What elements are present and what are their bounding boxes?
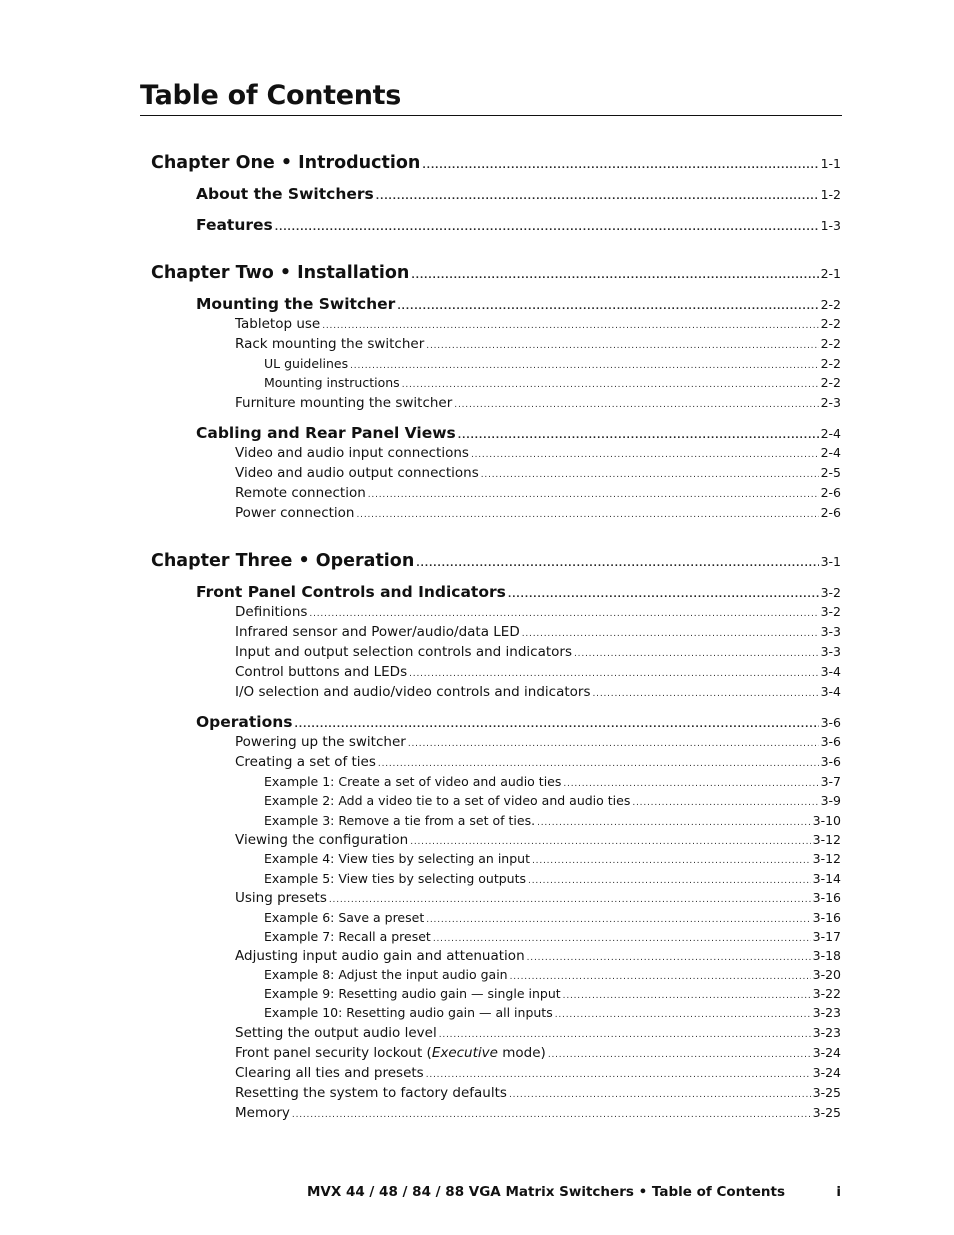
dot-leader bbox=[426, 915, 810, 925]
toc-entry-label: Furniture mounting the switcher bbox=[235, 395, 453, 411]
toc-entry-level-3[interactable] bbox=[235, 890, 841, 906]
footer-page-number: i bbox=[836, 1184, 841, 1200]
dot-leader bbox=[397, 302, 818, 312]
toc-entry-level-3[interactable] bbox=[235, 644, 841, 660]
toc-entry-page: 1-2 bbox=[820, 187, 841, 202]
toc-entry-level-4[interactable] bbox=[264, 356, 841, 371]
toc-entry-label: Power connection bbox=[235, 505, 355, 521]
dot-leader bbox=[322, 321, 818, 331]
toc-entry-level-4[interactable] bbox=[264, 793, 841, 808]
toc-entry-page: 3-24 bbox=[812, 1045, 841, 1060]
toc-entry-label: Example 9: Resetting audio gain — single input bbox=[264, 986, 561, 1001]
toc-entry-label: Tabletop use bbox=[235, 316, 321, 332]
toc-entry-page: 3-24 bbox=[812, 1065, 841, 1080]
toc-entry-page: 3-6 bbox=[820, 734, 841, 749]
toc-entry-page: 2-2 bbox=[820, 375, 841, 390]
toc-entry-label: Remote connection bbox=[235, 485, 366, 501]
toc-entry-page: 2-2 bbox=[820, 356, 841, 371]
toc-entry-page: 3-12 bbox=[812, 851, 841, 866]
toc-entry-page: 3-7 bbox=[820, 774, 841, 789]
toc-entry-level-3[interactable] bbox=[235, 604, 841, 620]
toc-entry-level-4[interactable] bbox=[264, 910, 841, 925]
toc-entry-label: Rack mounting the switcher bbox=[235, 336, 425, 352]
toc-entry-level-4[interactable] bbox=[264, 375, 841, 390]
toc-entry-page: 2-2 bbox=[820, 297, 841, 312]
toc-entry-level-4[interactable] bbox=[264, 851, 841, 866]
dot-leader bbox=[409, 669, 818, 679]
toc-entry-level-4[interactable] bbox=[264, 967, 841, 982]
toc-entry-level-3[interactable] bbox=[235, 1025, 841, 1041]
toc-entry-page: 2-2 bbox=[820, 336, 841, 351]
toc-entry-level-2[interactable] bbox=[196, 713, 841, 731]
dot-leader bbox=[416, 559, 818, 569]
toc-entry-level-3[interactable] bbox=[235, 316, 841, 332]
footer-title: MVX 44 / 48 / 84 / 88 VGA Matrix Switchers • Table of Contents bbox=[306, 1184, 785, 1200]
toc-entry-label: Operations bbox=[196, 713, 293, 731]
toc-entry-page: 3-3 bbox=[820, 644, 841, 659]
dot-leader bbox=[508, 590, 819, 600]
dot-leader bbox=[563, 991, 811, 1001]
dot-leader bbox=[275, 223, 819, 233]
toc-entry-level-2[interactable] bbox=[196, 216, 841, 234]
toc-entry-page: 3-25 bbox=[812, 1105, 841, 1120]
dot-leader bbox=[357, 510, 819, 520]
toc-entry-label: Example 10: Resetting audio gain — all inputs bbox=[264, 1005, 553, 1020]
toc-entry-label: Mounting instructions bbox=[264, 375, 400, 390]
dot-leader bbox=[527, 953, 811, 963]
toc-entry-label: Viewing the configuration bbox=[235, 832, 409, 848]
toc-entry-label: Memory bbox=[235, 1105, 290, 1121]
dot-leader bbox=[471, 450, 819, 460]
toc-entry-label: About the Switchers bbox=[196, 185, 374, 203]
toc-entry-level-3[interactable] bbox=[235, 445, 841, 461]
dot-leader bbox=[350, 361, 818, 371]
toc-entry-label: Definitions bbox=[235, 604, 308, 620]
toc-entry-level-2[interactable] bbox=[196, 583, 841, 601]
dot-leader bbox=[292, 1110, 811, 1120]
toc-entry-label: Video and audio input connections bbox=[235, 445, 469, 461]
toc-entry-page: 3-2 bbox=[820, 585, 841, 600]
toc-entry-level-3[interactable] bbox=[235, 505, 841, 521]
toc-entry-label: Example 7: Recall a preset bbox=[264, 929, 431, 944]
toc-entry-label: Example 3: Remove a tie from a set of ties. bbox=[264, 813, 536, 828]
toc-entry-page: 3-4 bbox=[820, 664, 841, 679]
toc-entry-label: Chapter One • Introduction bbox=[151, 153, 421, 173]
toc-entry-level-3[interactable] bbox=[235, 485, 841, 501]
toc-entry-page: 3-16 bbox=[812, 890, 841, 905]
dot-leader bbox=[454, 400, 818, 410]
toc-entry-level-4[interactable] bbox=[264, 774, 841, 789]
toc-entry-level-4[interactable] bbox=[264, 871, 841, 886]
dot-leader bbox=[422, 161, 818, 171]
toc-entry-page: 2-6 bbox=[820, 485, 841, 500]
toc-entry-label: Front panel security lockout (Executive mode) bbox=[235, 1045, 546, 1061]
dot-leader bbox=[593, 689, 819, 699]
dot-leader bbox=[439, 1030, 811, 1040]
toc-entry-level-2[interactable] bbox=[196, 295, 841, 313]
toc-entry-label: I/O selection and audio/video controls and indicators bbox=[235, 684, 591, 700]
toc-entry-page: 3-18 bbox=[812, 948, 841, 963]
toc-entry-label: Chapter Three • Operation bbox=[151, 551, 415, 571]
toc-entry-page: 1-1 bbox=[820, 156, 841, 171]
dot-leader bbox=[410, 837, 810, 847]
toc-entry-label: Using presets bbox=[235, 890, 327, 906]
dot-leader bbox=[426, 341, 818, 351]
toc-entry-page: 3-25 bbox=[812, 1085, 841, 1100]
dot-leader bbox=[408, 739, 819, 749]
toc-entry-level-3[interactable] bbox=[235, 1065, 841, 1081]
toc-entry-page: 2-1 bbox=[820, 266, 841, 281]
page-title: Table of Contents bbox=[140, 80, 402, 111]
toc-entry-label: Example 8: Adjust the input audio gain bbox=[264, 967, 508, 982]
toc-entry-label: Input and output selection controls and indicators bbox=[235, 644, 572, 660]
toc-entry-label: Resetting the system to factory defaults bbox=[235, 1085, 507, 1101]
toc-entry-level-3[interactable] bbox=[235, 1085, 841, 1101]
toc-entry-page: 3-10 bbox=[812, 813, 841, 828]
toc-entry-label: Example 4: View ties by selecting an input bbox=[264, 851, 530, 866]
dot-leader bbox=[574, 649, 819, 659]
toc-entry-label: Example 6: Save a preset bbox=[264, 910, 425, 925]
toc-entry-level-3[interactable] bbox=[235, 1105, 841, 1121]
toc-entry-page: 3-3 bbox=[820, 624, 841, 639]
toc-entry-label: Mounting the Switcher bbox=[196, 295, 396, 313]
toc-entry-label: Example 2: Add a video tie to a set of video and audio ties bbox=[264, 793, 631, 808]
dot-leader bbox=[563, 779, 818, 789]
toc-entry-label: Video and audio output connections bbox=[235, 465, 479, 481]
toc-entry-level-3[interactable] bbox=[235, 336, 841, 352]
dot-leader bbox=[458, 431, 819, 441]
dot-leader bbox=[309, 609, 818, 619]
toc-entry-label: Creating a set of ties bbox=[235, 754, 376, 770]
toc-entry-label: Cabling and Rear Panel Views bbox=[196, 424, 456, 442]
toc-entry-level-3[interactable] bbox=[235, 734, 841, 750]
dot-leader bbox=[295, 720, 819, 730]
toc-entry-page: 2-2 bbox=[820, 316, 841, 331]
toc-entry-page: 1-3 bbox=[820, 218, 841, 233]
toc-entry-page: 2-6 bbox=[820, 505, 841, 520]
toc-entry-page: 3-12 bbox=[812, 832, 841, 847]
toc-entry-level-3[interactable] bbox=[235, 832, 841, 848]
toc-entry-level-4[interactable] bbox=[264, 813, 841, 828]
toc-entry-level-2[interactable] bbox=[196, 185, 841, 203]
dot-leader bbox=[426, 1070, 811, 1080]
toc-entry-level-1[interactable] bbox=[151, 551, 841, 571]
toc-entry-level-3[interactable] bbox=[235, 624, 841, 640]
toc-entry-level-1[interactable] bbox=[151, 153, 841, 173]
toc-entry-label: Example 1: Create a set of video and audio ties bbox=[264, 774, 562, 789]
toc-entry-page: 3-4 bbox=[820, 684, 841, 699]
toc-entry-label: Setting the output audio level bbox=[235, 1025, 437, 1041]
toc-entry-label: Infrared sensor and Power/audio/data LED bbox=[235, 624, 520, 640]
toc-entry-label: Control buttons and LEDs bbox=[235, 664, 408, 680]
toc-entry-level-3[interactable] bbox=[235, 395, 841, 411]
toc-entry-level-3[interactable] bbox=[235, 1045, 841, 1061]
toc-entry-page: 2-4 bbox=[820, 426, 841, 441]
toc-entry-level-3[interactable] bbox=[235, 465, 841, 481]
toc-entry-page: 2-3 bbox=[820, 395, 841, 410]
toc-entry-page: 3-22 bbox=[812, 986, 841, 1001]
toc-entry-level-4[interactable] bbox=[264, 1005, 841, 1020]
toc-entry-page: 2-5 bbox=[820, 465, 841, 480]
toc-entry-page: 3-23 bbox=[812, 1005, 841, 1020]
toc-entry-level-3[interactable] bbox=[235, 664, 841, 680]
toc-entry-label: Powering up the switcher bbox=[235, 734, 406, 750]
dot-leader bbox=[376, 192, 819, 202]
toc-entry-label: Example 5: View ties by selecting outputs bbox=[264, 871, 527, 886]
dot-leader bbox=[528, 876, 811, 886]
toc-entry-label: Chapter Two • Installation bbox=[151, 263, 410, 283]
toc-entry-page: 3-17 bbox=[812, 929, 841, 944]
toc-entry-page: 3-16 bbox=[812, 910, 841, 925]
toc-entry-level-3[interactable] bbox=[235, 754, 841, 770]
dot-leader bbox=[329, 895, 811, 905]
dot-leader bbox=[402, 380, 819, 390]
dot-leader bbox=[632, 798, 818, 808]
dot-leader bbox=[522, 629, 819, 639]
dot-leader bbox=[378, 759, 819, 769]
dot-leader bbox=[548, 1050, 811, 1060]
toc-entry-label: Features bbox=[196, 216, 273, 234]
toc-entry-level-3[interactable] bbox=[235, 684, 841, 700]
toc-entry-page: 3-6 bbox=[820, 715, 841, 730]
dot-leader bbox=[537, 818, 811, 828]
toc-entry-label: Adjusting input audio gain and attenuation bbox=[235, 948, 525, 964]
toc-entry-page: 3-23 bbox=[812, 1025, 841, 1040]
toc-entry-page: 3-6 bbox=[820, 754, 841, 769]
toc-entry-level-4[interactable] bbox=[264, 929, 841, 944]
dot-leader bbox=[509, 1090, 811, 1100]
toc-entry-page: 3-20 bbox=[812, 967, 841, 982]
dot-leader bbox=[532, 856, 811, 866]
toc-entry-page: 3-9 bbox=[820, 793, 841, 808]
dot-leader bbox=[411, 271, 818, 281]
toc-entry-label: Clearing all ties and presets bbox=[235, 1065, 424, 1081]
toc-entry-page: 2-4 bbox=[820, 445, 841, 460]
dot-leader bbox=[510, 972, 811, 982]
toc-entry-level-3[interactable] bbox=[235, 948, 841, 964]
toc-entry-page: 3-1 bbox=[820, 554, 841, 569]
dot-leader bbox=[481, 470, 819, 480]
toc-entry-page: 3-14 bbox=[812, 871, 841, 886]
dot-leader bbox=[555, 1010, 811, 1020]
toc-entry-label: Front Panel Controls and Indicators bbox=[196, 583, 506, 601]
dot-leader bbox=[433, 934, 811, 944]
toc-entry-page: 3-2 bbox=[820, 604, 841, 619]
toc-entry-level-1[interactable] bbox=[151, 263, 841, 283]
toc-entry-level-4[interactable] bbox=[264, 986, 841, 1001]
toc-entry-level-2[interactable] bbox=[196, 424, 841, 442]
toc-entry-label: UL guidelines bbox=[264, 356, 349, 371]
dot-leader bbox=[368, 490, 819, 500]
page-footer bbox=[0, 1184, 954, 1204]
